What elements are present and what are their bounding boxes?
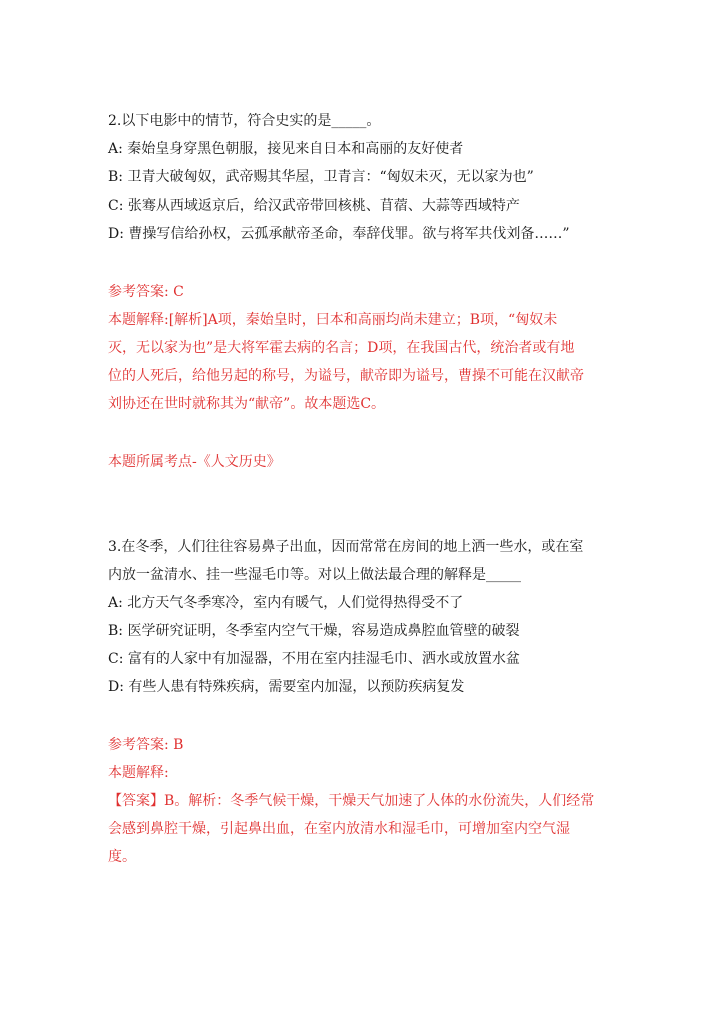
q2-option-c: C: 张骞从西域返京后，给汉武帝带回核桃、苜蓿、大蒜等西域特产 <box>108 198 520 214</box>
q3-explanation-line-2: 会感到鼻腔干燥，引起鼻出血，在室内放清水和湿毛巾，可增加室内空气湿 <box>108 821 570 837</box>
q3-option-a: A: 北方天气冬季寒冷，室内有暖气，人们觉得热得受不了 <box>108 595 464 611</box>
q2-explanation-line-4: 刘协还在世时就称其为“献帝”。故本题选C。 <box>108 396 386 412</box>
q3-question-line-1: 3.在冬季，人们往往容易鼻子出血，因而常常在房间的地上洒一些水，或在室 <box>108 539 584 555</box>
q2-explanation-line-2: 灭，无以家为也”是大将军霍去病的名言；D项，在我国古代，统治者或有地 <box>108 340 575 356</box>
q3-option-d: D: 有些人患有特殊疾病，需要室内加湿，以预防疾病复发 <box>108 679 465 695</box>
q2-explanation-line-1: 本题解释:[解析]A项，秦始皇时，曰本和高丽均尚未建立；B项，“匈奴未 <box>108 312 558 328</box>
q3-option-b: B: 医学研究证明，冬季室内空气干燥，容易造成鼻腔血管壁的破裂 <box>108 623 520 639</box>
q2-explanation-line-3: 位的人死后，给他另起的称号，为谥号，献帝即为谥号，曹操不可能在汉献帝 <box>108 368 584 384</box>
q2-option-d: D: 曹操写信给孙权，云孤承献帝圣命，奉辞伐罪。欲与将军共伐刘备……” <box>108 226 570 242</box>
q3-answer: 参考答案: B <box>108 737 184 753</box>
q3-explanation-line-3: 度。 <box>108 849 136 865</box>
q2-question: 2.以下电影中的情节，符合史实的是_____。 <box>108 113 381 129</box>
q2-option-a: A: 秦始皇身穿黑色朝服，接见来自日本和高丽的友好使者 <box>108 141 464 157</box>
q2-answer: 参考答案: C <box>108 284 184 300</box>
q3-explanation-label: 本题解释: <box>108 765 169 781</box>
q2-option-b: B: 卫青大破匈奴，武帝赐其华屋，卫青言：“匈奴未灭，无以家为也” <box>108 169 534 185</box>
q3-explanation-line-1: 【答案】B。解析：冬季气候干燥，干燥天气加速了人体的水份流失，人们经常 <box>108 793 595 809</box>
q3-question-line-2: 内放一盆清水、挂一些湿毛巾等。对以上做法最合理的解释是_____ <box>108 567 521 583</box>
q3-option-c: C: 富有的人家中有加湿器，不用在室内挂湿毛巾、洒水或放置水盆 <box>108 651 520 667</box>
q2-topic: 本题所属考点-《人文历史》 <box>108 454 281 470</box>
